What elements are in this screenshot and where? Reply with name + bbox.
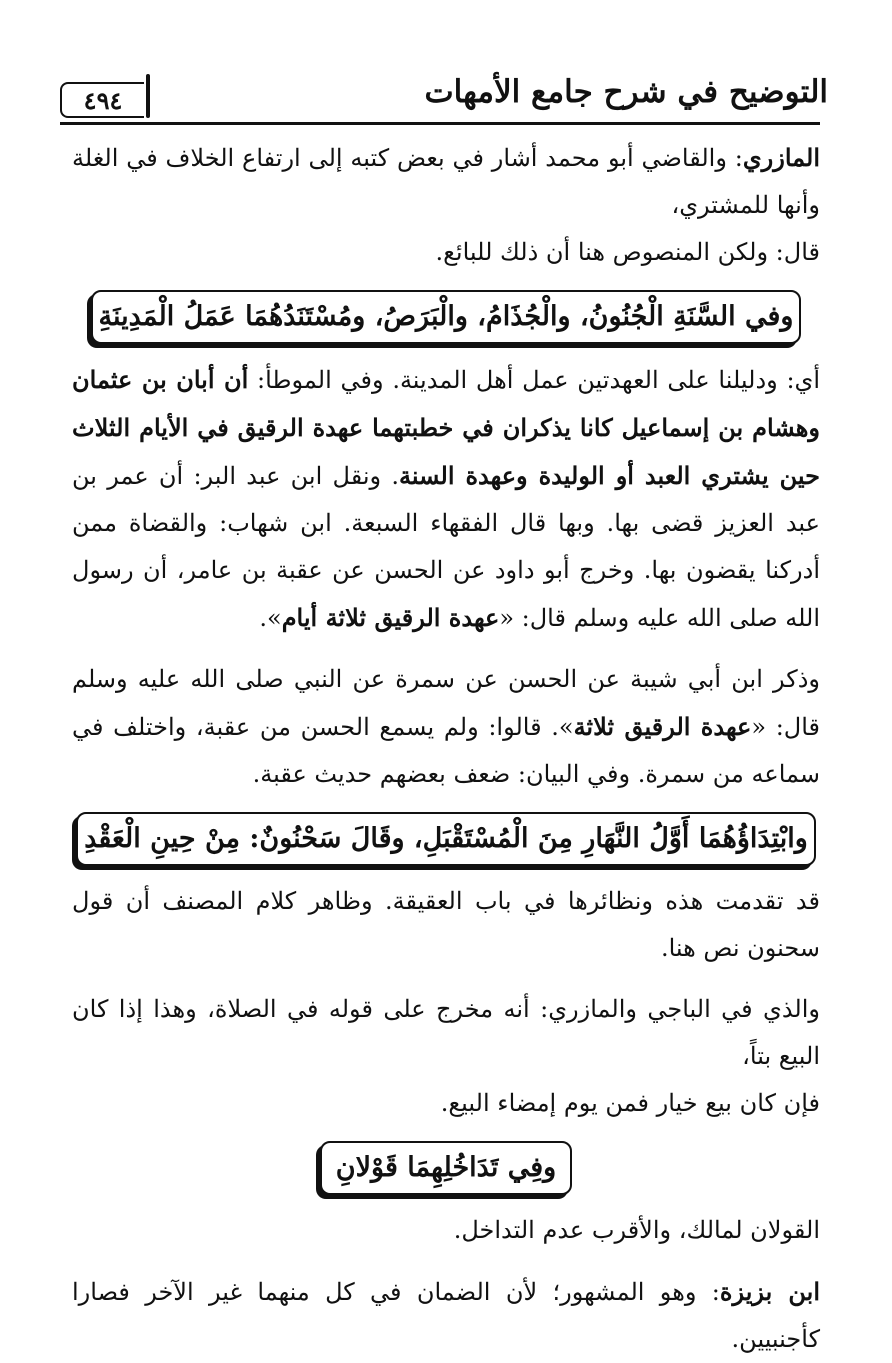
paragraph-text: والذي في الباجي والمازري: أنه مخرج على قوله في الصلاة، وهذا إذا كان البيع بتاً،: [72, 995, 820, 1070]
paragraph-text: ». قالوا: ولم يسمع الحسن من عقبة، واختلف في سماعه من سمرة. وفي البيان: ضعف بعضهم حديث عقبة.: [72, 713, 820, 788]
matn-text: وفي السَّنَةِ الْجُنُونُ، والْجُذَامُ، والْبَرَصُ، ومُسْتَنَدُهُمَا عَمَلُ الْمَدِينَةِ: [91, 290, 802, 344]
header-rule: [60, 122, 820, 125]
paragraph-text: : وهو المشهور؛ لأن الضمان في كل منهما غير الآخر فصارا كأجنبيين.: [72, 1278, 820, 1353]
bold-quote: أن أبان بن عثمان وهشام بن إسماعيل كانا يذكران في خطبتهما عهدة الرقيق في الأيام الثلاث حين يشتري العبد أو الوليدة وعهدة السنة: [72, 365, 821, 490]
paragraph-text: أي: ودليلنا على العهدتين عمل أهل المدينة. وفي الموطأ:: [248, 366, 821, 394]
paragraph-text: قال: ولكن المنصوص هنا أن ذلك للبائع.: [435, 238, 820, 266]
hadith-text: عهدة الرقيق ثلاثة: [573, 712, 752, 741]
paragraph-text: وذكر ابن أبي شيبة عن الحسن عن سمرة عن النبي صلى الله عليه وسلم قال: «: [72, 665, 821, 741]
paragraph-evidence: [72, 356, 820, 642]
paragraph-text: . ونقل ابن عبد البر: أن عمر بن عبد العزيز قضى بها. وبها قال الفقهاء السبعة. ابن شهاب: والقضاة ممن أدركنا يقضون بها. وخرج أبو داود عن الحسن عن عقبة بن عامر، أن رسول الله صلى الله عليه وسلم قال: «: [72, 462, 820, 632]
paragraph-mazari: [72, 134, 820, 276]
page-number: ٤٩٤: [60, 82, 144, 118]
matn-text: وابْتِدَاؤُهُمَا أَوَّلُ النَّهَارِ مِنَ الْمُسْتَقْبَلِ، وقَالَ سَحْنُونٌ: مِنْ حِينِ الْعَقْدِ: [76, 812, 816, 866]
page-body: [72, 134, 820, 1363]
paragraph-text: : والقاضي أبو محمد أشار في بعض كتبه إلى ارتفاع الخلاف في الغلة وأنها للمشتري،: [72, 144, 820, 219]
paragraph-two-opinions: القولان لمالك، والأقرب عدم التداخل.: [453, 1216, 820, 1244]
paragraph-ibn-abi-shayba: [72, 656, 820, 798]
paragraph-baji: [72, 986, 820, 1127]
page-header: [60, 68, 828, 120]
paragraph-aqiqa: قد تقدمت هذه ونظائرها في باب العقيقة. وظاهر كلام المصنف أن قول سحنون نص هنا.: [72, 887, 820, 962]
paragraph-text: ».: [259, 604, 282, 632]
term-mazari: المازري: [742, 143, 820, 172]
term-ibn-bazizah: ابن بزيزة: [719, 1277, 821, 1306]
running-title: التوضيح في شرح جامع الأمهات: [424, 74, 828, 110]
paragraph-text: فإن كان بيع خيار فمن يوم إمضاء البيع.: [440, 1089, 820, 1117]
matn-text: وفِي تَدَاخُلِهِمَا قَوْلانِ: [320, 1141, 572, 1195]
hadith-text: عهدة الرقيق ثلاثة أيام: [281, 603, 500, 632]
matn-block-2: [72, 812, 820, 866]
matn-block-3: [72, 1141, 820, 1195]
matn-block-1: [72, 290, 820, 344]
paragraph-ibn-bazizah: [72, 1268, 820, 1363]
